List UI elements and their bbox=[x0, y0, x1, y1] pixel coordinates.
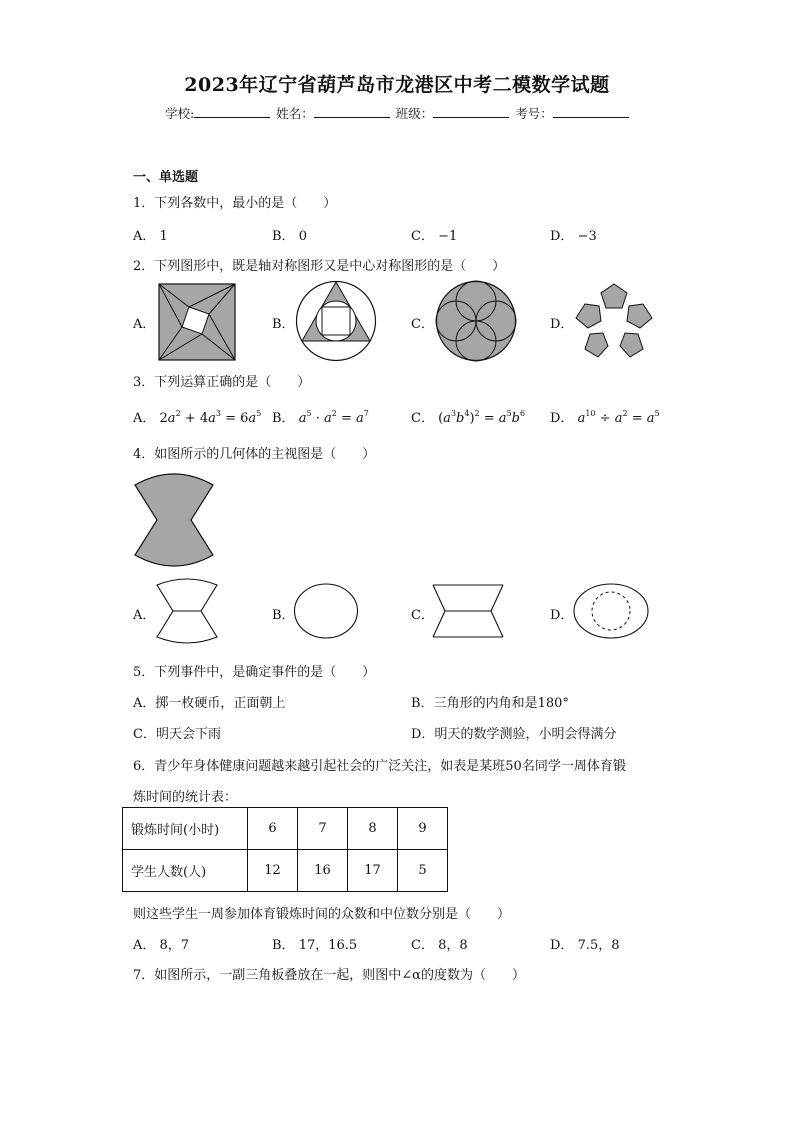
q2-figure-a-pinwheel bbox=[158, 283, 236, 361]
class-label: 班级： bbox=[395, 106, 434, 121]
exercise-stats-table bbox=[122, 807, 448, 892]
q1-stem: 1．下列各数中，最小的是（ ） bbox=[133, 196, 337, 211]
table-cell: 9 bbox=[398, 808, 448, 850]
q6-option-a: A． 8，7 bbox=[133, 938, 190, 953]
q1-option-c: C． −1 bbox=[411, 229, 458, 244]
q7-stem: 7．如图所示，一副三角板叠放在一起，则图中∠α的度数为（ ） bbox=[133, 968, 525, 983]
q4-solid-figure bbox=[132, 471, 216, 569]
q2-label-c: C． bbox=[411, 317, 434, 332]
q2-figure-c-four-petal-circle bbox=[435, 280, 517, 362]
q3-option-c: C． $(a^3b^4)^2 = a^5b^6$ bbox=[411, 409, 526, 426]
table-row bbox=[123, 850, 448, 892]
school-blank bbox=[194, 105, 270, 118]
table-row-header: 学生人数(人) bbox=[123, 850, 248, 892]
q1-option-a: A． 1 bbox=[133, 229, 168, 244]
exam-number-label: 考号： bbox=[515, 106, 553, 121]
table-row-header: 锻炼时间(小时) bbox=[123, 808, 248, 850]
q3-option-b: B． $a^5 \cdot a^2 = a^7$ bbox=[272, 409, 369, 426]
q4-label-a: A． bbox=[133, 608, 156, 623]
table-cell: 7 bbox=[298, 808, 348, 850]
q6-question: 则这些学生一周参加体育锻炼时间的众数和中位数分别是（ ） bbox=[133, 907, 511, 922]
q4-stem: 4．如图所示的几何体的主视图是（ ） bbox=[133, 447, 376, 462]
q4-option-b-view bbox=[293, 582, 359, 640]
q5-option-d: D．明天的数学测验，小明会得满分 bbox=[411, 727, 617, 742]
q3-option-a: A． $2a^2 + 4a^3 = 6a^5$ bbox=[133, 409, 262, 426]
q3-option-d: D． $a^{10} \div a^2 = a^5$ bbox=[550, 409, 660, 426]
q4-label-c: C． bbox=[411, 608, 434, 623]
table-cell: 17 bbox=[348, 850, 398, 892]
q2-figure-d-five-pentagons bbox=[572, 282, 656, 362]
q4-option-a-view bbox=[155, 577, 219, 645]
q6-stem-line1: 6．青少年身体健康问题越来越引起社会的广泛关注，如表是某班50名同学一周体育锻 bbox=[133, 759, 626, 774]
name-blank bbox=[314, 105, 390, 118]
name-label: 姓名： bbox=[276, 106, 314, 121]
q6-option-d: D． 7.5，8 bbox=[550, 938, 620, 953]
table-row bbox=[123, 808, 448, 850]
q5-option-c: C．明天会下雨 bbox=[133, 727, 221, 742]
q6-option-c: C． 8，8 bbox=[411, 938, 468, 953]
q6-stem-line2: 炼时间的统计表： bbox=[133, 790, 238, 805]
section-heading: 一、单选题 bbox=[133, 170, 199, 185]
class-blank bbox=[433, 105, 509, 118]
table-cell: 8 bbox=[348, 808, 398, 850]
q5-option-b: B．三角形的内角和是180° bbox=[411, 696, 569, 711]
q2-label-d: D． bbox=[550, 317, 574, 332]
student-info-line bbox=[165, 104, 631, 122]
q5-option-a: A．掷一枚硬币，正面朝上 bbox=[133, 696, 286, 711]
q2-label-a: A． bbox=[133, 317, 156, 332]
q2-label-b: B． bbox=[272, 317, 295, 332]
table-cell: 6 bbox=[248, 808, 298, 850]
exam-number-blank bbox=[553, 105, 629, 118]
q6-option-b: B． 17，16.5 bbox=[272, 938, 358, 953]
q4-label-d: D． bbox=[550, 608, 574, 623]
q3-stem: 3．下列运算正确的是（ ） bbox=[133, 375, 311, 390]
q1-option-b: B． 0 bbox=[272, 229, 307, 244]
table-cell: 16 bbox=[298, 850, 348, 892]
q2-figure-b-circle-triangle bbox=[295, 280, 377, 362]
q4-option-c-view bbox=[431, 583, 505, 639]
q4-label-b: B． bbox=[272, 608, 295, 623]
school-label: 学校: bbox=[165, 106, 195, 121]
q5-stem: 5．下列事件中，是确定事件的是（ ） bbox=[133, 665, 376, 680]
table-cell: 12 bbox=[248, 850, 298, 892]
q1-option-d: D． −3 bbox=[550, 229, 597, 244]
table-cell: 5 bbox=[398, 850, 448, 892]
q2-stem: 2．下列图形中，既是轴对称图形又是中心对称图形的是（ ） bbox=[133, 259, 506, 274]
q4-option-d-view bbox=[572, 582, 650, 640]
page-title: 2023年辽宁省葫芦岛市龙港区中考二模数学试题 bbox=[184, 74, 610, 96]
